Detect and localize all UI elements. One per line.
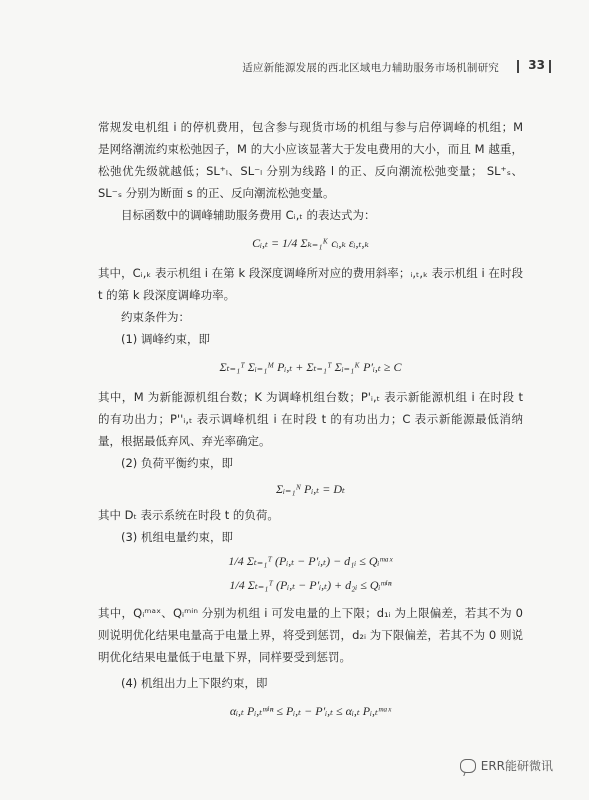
running-header — [0, 58, 589, 76]
body-text — [98, 116, 523, 726]
paragraph: (3) 机组电量约束，即 — [121, 530, 233, 544]
watermark-text: ERR能研微讯 — [480, 759, 553, 773]
paragraph: 其中，Cᵢ,ₖ 表示机组 i 在第 k 段深度调峰所对应的费用斜率；ᵢ,ₜ,ₖ 表示机组 i 在时段 t 的第 k 段深度调峰功率。 — [98, 266, 523, 302]
wechat-icon — [460, 759, 476, 773]
paragraph: 其中，M 为新能源机组台数；K 为调峰机组台数；P'ᵢ,ₜ 表示新能源机组 i 在时段 t 的有功出力；P''ᵢ,ₜ 表示调峰机组 i 在时段 t 的有功出力；C 表示新能源最低消纳量，根据最低弃风、弃光率确定。 — [98, 390, 523, 448]
header-divider-right — [549, 60, 551, 73]
formula-peak-shaving: Σₜ₌₁ᵀ Σᵢ₌₁ᴹ Pᵢ,ₜ + Σₜ₌₁ᵀ Σᵢ₌₁ᴷ P′ᵢ,ₜ ≥ C — [219, 360, 402, 374]
paragraph: 目标函数中的调峰辅助服务费用 Cᵢ,ₜ 的表达式为： — [121, 208, 376, 222]
paragraph: 常规发电机组 i 的停机费用，包含参与现货市场的机组与参与启停调峰的机组；M 是网络潮流约束松弛因子，M 的大小应该显著大于发电费用的大小，而且 M 越重，松弛优先级就越低；SL⁺ₗ、SL⁻ₗ 分别为线路 l 的正、反向潮流松弛变量； SL⁺ₛ、SL⁻ₛ 分别为断面 s 的正、反向潮流松弛变量。 — [98, 120, 523, 200]
running-title: 适应新能源发展的西北区域电力辅助服务市场机制研究 — [242, 62, 499, 74]
paragraph: 其中，Qᵢᵐᵃˣ、Qᵢᵐⁱⁿ 分别为机组 i 可发电量的上下限；d₁ᵢ 为上限偏差，若其不为 0 则说明优化结果电量高于电量上界，将受到惩罚，d₂ᵢ 为下限偏差，若其不为 0 则说明优化结果电量低于电量下界，同样要受到惩罚。 — [98, 606, 523, 664]
paragraph: (4) 机组出力上下限约束，即 — [121, 676, 268, 690]
header-divider — [517, 60, 519, 73]
paragraph: 约束条件为： — [121, 310, 190, 324]
paragraph: (2) 负荷平衡约束，即 — [121, 456, 233, 470]
formula-objective: Cᵢ,ₜ = 1/4 Σₖ₌₁ᴷ cᵢ,ₖ εᵢ,ₜ,ₖ — [252, 236, 369, 250]
paragraph: 其中 Dₜ 表示系统在时段 t 的负荷。 — [98, 508, 279, 522]
formula-load-balance: Σᵢ₌₁ᴺ Pᵢ,ₜ = Dₜ — [276, 482, 345, 496]
page-number: 33 — [528, 58, 545, 72]
formula-energy-lower: 1/4 Σₜ₌₁ᵀ (Pᵢ,ₜ − P′ᵢ,ₜ) + d₂ᵢ ≤ Qᵢᵐⁱⁿ — [229, 578, 392, 592]
formula-energy-upper: 1/4 Σₜ₌₁ᵀ (Pᵢ,ₜ − P′ᵢ,ₜ) − d₁ᵢ ≤ Qᵢᵐᵃˣ — [228, 554, 393, 568]
formula-output-limits: αᵢ,ₜ Pᵢ,ₜᵐⁱⁿ ≤ Pᵢ,ₜ − P′ᵢ,ₜ ≤ αᵢ,ₜ Pᵢ,ₜᵐᵃˣ — [229, 704, 392, 718]
paragraph: (1) 调峰约束，即 — [121, 332, 210, 346]
watermark — [460, 757, 553, 774]
